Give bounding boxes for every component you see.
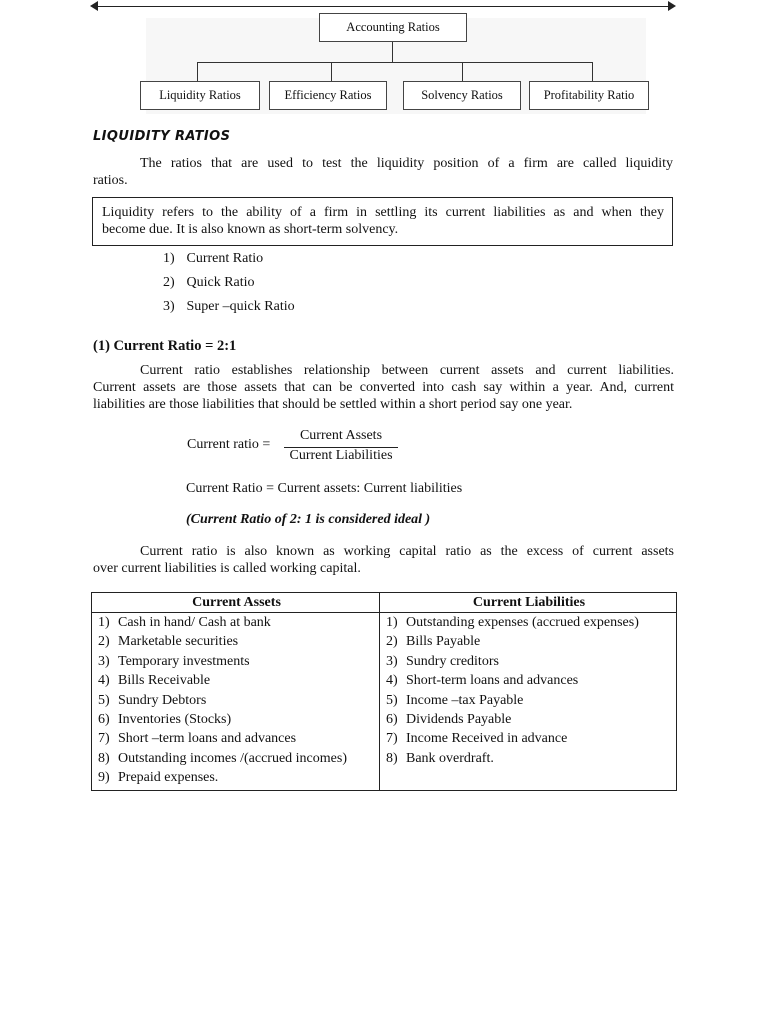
ideal-note: (Current Ratio of 2: 1 is considered ideal )	[186, 512, 431, 527]
working-capital-paragraph	[93, 543, 674, 577]
header-current-assets: Current Assets	[92, 593, 380, 613]
liabilities-cell	[380, 613, 677, 791]
current-ratio-heading: (1) Current Ratio = 2:1	[93, 338, 237, 354]
chart-node-label: Liquidity Ratios	[159, 88, 241, 102]
list-item	[386, 729, 672, 748]
list-label: Dividends Payable	[406, 711, 512, 727]
list-item	[386, 632, 672, 651]
list-item	[98, 691, 375, 710]
list-number: 1)	[163, 251, 175, 266]
list-number: 2)	[98, 634, 110, 650]
chart-node-solvency	[403, 81, 521, 110]
list-label: Super –quick Ratio	[186, 299, 295, 314]
chart-connector	[331, 62, 332, 82]
chart-connector	[197, 62, 198, 82]
header-current-liabilities: Current Liabilities	[380, 593, 677, 613]
list-number: 6)	[386, 711, 398, 727]
top-rule	[92, 6, 674, 7]
chart-root-label: Accounting Ratios	[346, 20, 440, 34]
list-number: 4)	[98, 673, 110, 689]
list-item	[98, 671, 375, 690]
list-label: Short-term loans and advances	[406, 673, 579, 689]
chart-node-profitability	[529, 81, 649, 110]
list-number: 5)	[98, 692, 110, 708]
list-item	[98, 710, 375, 729]
list-label: Short –term loans and advances	[118, 731, 297, 747]
paragraph-line: over current liabilities is called working capital.	[93, 561, 361, 576]
list-label: Income Received in advance	[406, 731, 568, 747]
list-label: Sundry Debtors	[118, 692, 207, 708]
list-label: Marketable securities	[118, 634, 239, 650]
list-item	[163, 275, 255, 291]
list-number: 2)	[163, 275, 175, 290]
list-item	[98, 632, 375, 651]
list-item	[98, 613, 375, 632]
list-label: Inventories (Stocks)	[118, 711, 232, 727]
chart-connector	[392, 42, 393, 62]
chart-node-efficiency	[269, 81, 387, 110]
list-label: Quick Ratio	[186, 275, 255, 290]
list-item	[98, 729, 375, 748]
chart-connector	[592, 62, 593, 82]
list-number: 3)	[163, 299, 175, 314]
list-number: 7)	[386, 731, 398, 747]
paragraph-line: Current assets are those assets that can be converted into cash say within a year. And, current	[93, 380, 674, 395]
intro-line: The ratios that are used to test the liquidity position of a firm are called liquidity	[140, 156, 673, 171]
list-item	[386, 671, 672, 690]
list-number: 5)	[386, 692, 398, 708]
formula-lhs: Current ratio =	[187, 437, 271, 452]
intro-line: ratios.	[93, 173, 128, 188]
formula-denominator: Current Liabilities	[289, 448, 393, 463]
list-label: Sundry creditors	[406, 653, 499, 669]
list-label: Bills Payable	[406, 634, 481, 650]
list-number: 1)	[98, 615, 110, 630]
list-label: Temporary investments	[118, 653, 250, 669]
list-item	[98, 749, 375, 768]
list-item	[98, 768, 375, 787]
paragraph-line: Current ratio is also known as working capital ratio as the excess of current assets	[140, 544, 674, 559]
chart-node-label: Efficiency Ratios	[284, 88, 372, 102]
paragraph-line: liabilities are those liabilities that should be settled within a short period say one year.	[93, 397, 573, 412]
list-label: Current Ratio	[186, 251, 264, 266]
list-label: Prepaid expenses.	[118, 770, 219, 786]
list-label: Outstanding incomes /(accrued incomes)	[118, 750, 347, 766]
assets-cell	[92, 613, 380, 791]
list-number: 1)	[386, 615, 398, 630]
list-number: 6)	[98, 711, 110, 727]
list-number: 9)	[98, 770, 110, 786]
list-item	[386, 691, 672, 710]
list-item	[386, 652, 672, 671]
paragraph-line: Current ratio establishes relationship between current assets and current liabilities.	[140, 363, 674, 378]
definition-line: become due. It is also known as short-term solvency.	[102, 222, 399, 237]
list-label: Bank overdraft.	[406, 750, 494, 766]
list-item	[386, 613, 672, 632]
chart-node-label: Profitability Ratio	[543, 88, 635, 102]
formula-colon: Current Ratio = Current assets: Current liabilities	[186, 481, 463, 496]
right-arrow-icon	[668, 1, 676, 11]
table-row	[92, 613, 677, 791]
list-label: Income –tax Payable	[406, 692, 524, 708]
current-ratio-paragraph	[93, 362, 674, 413]
list-number: 2)	[386, 634, 398, 650]
list-number: 8)	[386, 750, 398, 766]
list-item	[386, 749, 672, 768]
chart-node-liquidity	[140, 81, 260, 110]
list-item	[163, 251, 263, 267]
list-number: 3)	[98, 653, 110, 669]
list-number: 7)	[98, 731, 110, 747]
list-label: Cash in hand/ Cash at bank	[118, 615, 271, 630]
list-label: Outstanding expenses (accrued expenses)	[406, 615, 639, 630]
list-item	[386, 710, 672, 729]
list-number: 3)	[386, 653, 398, 669]
chart-connector	[197, 62, 593, 63]
list-number: 4)	[386, 673, 398, 689]
list-item	[163, 299, 295, 315]
table-header-row	[92, 593, 677, 613]
left-arrow-icon	[90, 1, 98, 11]
intro-paragraph	[93, 155, 673, 189]
definition-line: Liquidity refers to the ability of a firm in settling its current liabilities as and when they	[102, 205, 664, 220]
list-number: 8)	[98, 750, 110, 766]
chart-connector	[462, 62, 463, 82]
list-item	[98, 652, 375, 671]
formula-numerator: Current Assets	[299, 428, 383, 443]
chart-node-label: Solvency Ratios	[421, 88, 503, 102]
list-label: Bills Receivable	[118, 673, 211, 689]
section-heading: LIQUIDITY RATIOS	[93, 129, 231, 144]
chart-root-node	[319, 13, 467, 42]
assets-liabilities-table	[91, 592, 677, 791]
definition-box	[92, 197, 673, 246]
